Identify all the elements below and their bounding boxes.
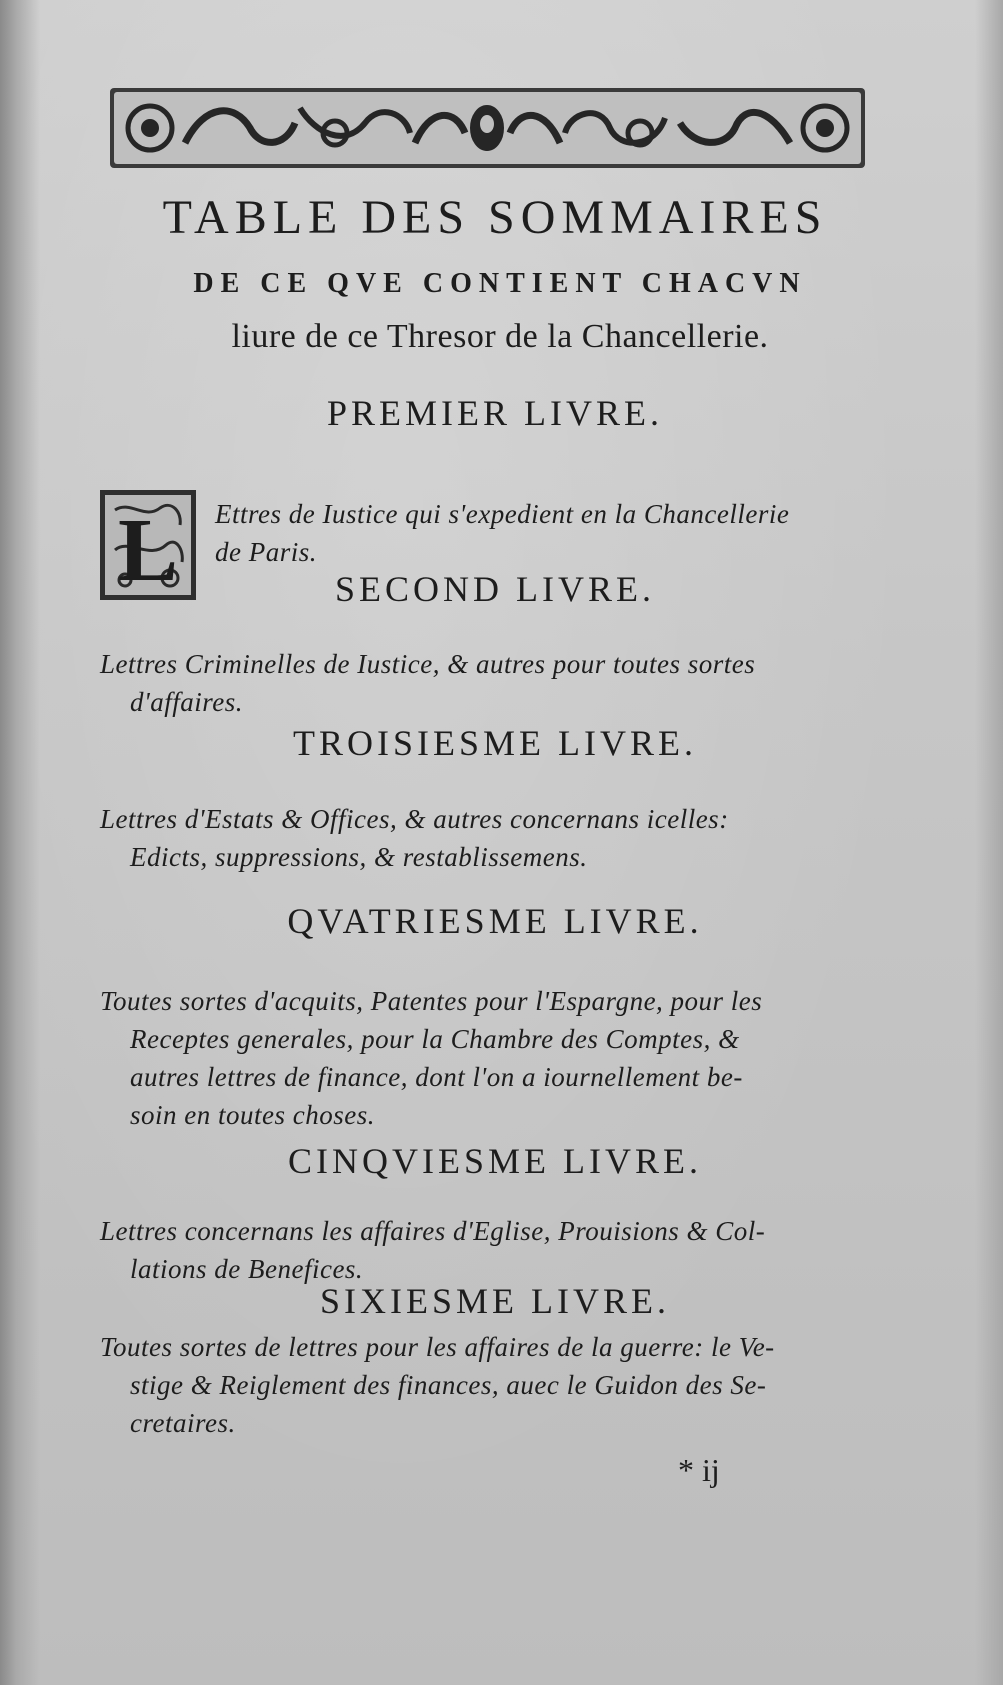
entry-line: Receptes generales, pour la Chambre des Comptes, & [130,1024,740,1054]
entry-line: Lettres Criminelles de Iustice, & autres pour toutes sortes [100,649,756,679]
page-edge-shadow [975,0,1003,1685]
page-subtitle-line2: liure de ce Thresor de la Chancellerie. [231,318,769,355]
floral-headpiece-icon [110,88,865,168]
section-entry-2 [100,645,755,721]
section-entry-6 [100,1328,775,1442]
section-heading-4: QVATRIESME LIVRE. [287,901,703,941]
section-heading-3: TROISIESME LIVRE. [293,723,697,763]
entry-line: autres lettres de finance, dont l'on a iournellement be- [130,1062,743,1092]
entry-line: Edicts, suppressions, & restablissemens. [130,842,588,872]
entry-line: lations de Benefices. [130,1254,364,1284]
section-heading-5: CINQVIESME LIVRE. [288,1141,702,1181]
section-entry-4 [100,982,762,1134]
entry-line: stige & Reiglement des finances, auec le Guidon des Se- [130,1370,767,1400]
entry-line: Toutes sortes de lettres pour les affaires de la guerre: le Ve- [100,1332,775,1362]
page-title: TABLE DES SOMMAIRES [162,191,828,244]
section-heading-2: SECOND LIVRE. [335,569,655,609]
dropcap-letter: L [117,501,179,600]
entry-line: de Paris. [215,537,317,567]
entry-line: d'affaires. [130,687,244,717]
section-entry-3 [100,800,729,876]
entry-line: Lettres concernans les affaires d'Eglise, Prouisions & Col- [100,1216,766,1246]
section-entry-5 [100,1212,765,1288]
entry-line: Toutes sortes d'acquits, Patentes pour l'Espargne, pour les [100,986,763,1016]
entry-line: soin en toutes choses. [130,1100,375,1130]
section-heading-6: SIXIESME LIVRE. [320,1281,670,1321]
section-entry-1 [215,495,789,571]
page-subtitle: DE CE QVE CONTIENT CHACVN [193,268,807,299]
page-gutter-shadow [0,0,40,1685]
signature-mark: * ij [678,1452,720,1488]
entry-line: Lettres d'Estats & Offices, & autres concernans icelles: [100,804,729,834]
entry-line: cretaires. [130,1408,236,1438]
entry-line: Ettres de Iustice qui s'expedient en la Chancellerie [215,499,790,529]
section-heading-1: PREMIER LIVRE. [326,393,663,433]
